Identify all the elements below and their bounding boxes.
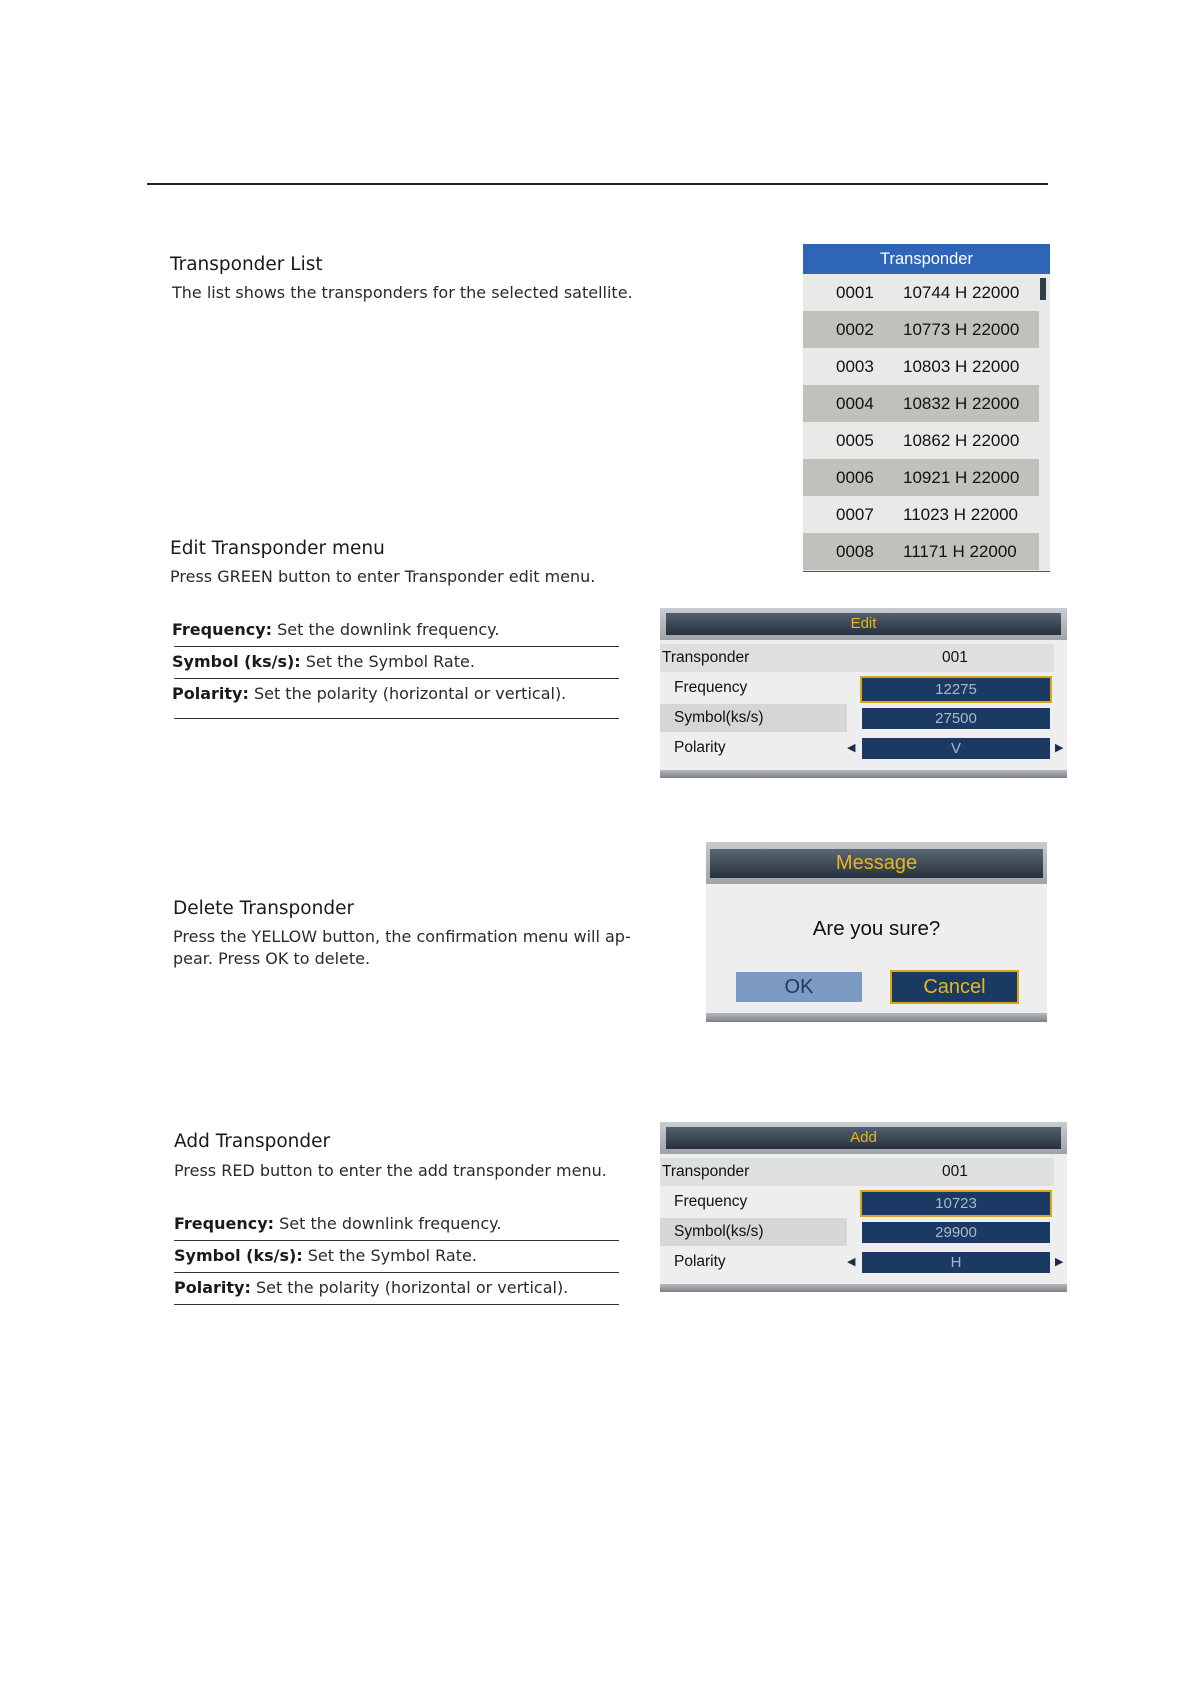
list-item[interactable] xyxy=(803,422,1050,459)
definition-term: Frequency: xyxy=(172,620,273,639)
list-item[interactable] xyxy=(803,274,1050,311)
polarity-label: Polarity xyxy=(674,739,726,756)
frequency-row[interactable] xyxy=(660,674,1067,702)
list-item[interactable] xyxy=(803,496,1050,533)
divider xyxy=(174,678,619,679)
row-value: 10832 H 22000 xyxy=(903,394,1020,413)
definition-term: Polarity: xyxy=(172,684,249,703)
transponder-list-header: Transponder xyxy=(803,244,1050,274)
list-bottom-border xyxy=(803,571,1050,572)
top-rule xyxy=(147,183,1048,185)
row-value: 10803 H 22000 xyxy=(903,357,1020,376)
transponder-row xyxy=(660,1158,1054,1186)
ok-button[interactable]: OK xyxy=(736,972,862,1002)
edit-panel-footer xyxy=(660,770,1067,778)
polarity-select[interactable]: V xyxy=(862,738,1050,759)
cancel-button[interactable]: Cancel xyxy=(890,970,1019,1004)
section-text-edit-transponder: Press GREEN button to enter Transponder edit menu. xyxy=(170,567,596,586)
polarity-select[interactable]: H xyxy=(862,1252,1050,1273)
divider xyxy=(174,1304,619,1305)
arrow-right-icon[interactable]: ▶ xyxy=(1055,1256,1064,1268)
arrow-right-icon[interactable]: ▶ xyxy=(1055,742,1064,754)
list-item[interactable] xyxy=(803,459,1039,496)
definition-frequency xyxy=(174,1214,501,1233)
row-value: 10921 H 22000 xyxy=(903,468,1020,487)
frequency-input[interactable]: 10723 xyxy=(860,1190,1052,1217)
row-value: 10862 H 22000 xyxy=(903,431,1020,450)
row-number: 0001 xyxy=(836,283,874,302)
message-dialog xyxy=(706,842,1047,1022)
row-number: 0003 xyxy=(836,357,874,376)
transponder-label: Transponder xyxy=(662,649,750,666)
definition-polarity xyxy=(174,1278,568,1297)
polarity-row[interactable] xyxy=(660,1248,1067,1276)
definition-desc: Set the polarity (horizontal or vertical). xyxy=(250,1278,569,1297)
row-value: 11023 H 22000 xyxy=(903,505,1019,524)
transponder-value: 001 xyxy=(942,649,968,666)
arrow-left-icon[interactable]: ◀ xyxy=(847,1256,856,1268)
list-item[interactable] xyxy=(803,348,1050,385)
section-title-delete-transponder: Delete Transponder xyxy=(173,898,355,919)
edit-panel xyxy=(660,608,1067,778)
definition-frequency xyxy=(172,620,499,639)
definition-symbol xyxy=(174,1246,477,1265)
definition-polarity xyxy=(172,684,566,703)
divider xyxy=(174,718,619,719)
list-item[interactable] xyxy=(803,311,1039,348)
definition-desc: Set the polarity (horizontal or vertical). xyxy=(248,684,567,703)
list-item[interactable] xyxy=(803,533,1039,570)
definition-desc: Set the downlink frequency. xyxy=(274,1214,502,1233)
symbol-label: Symbol(ks/s) xyxy=(674,709,764,726)
message-footer xyxy=(706,1013,1047,1022)
frequency-label: Frequency xyxy=(674,679,748,696)
polarity-row[interactable] xyxy=(660,734,1067,762)
add-panel-footer xyxy=(660,1284,1067,1292)
message-question: Are you sure? xyxy=(812,917,941,940)
section-title-add-transponder: Add Transponder xyxy=(174,1131,331,1152)
section-title-edit-transponder: Edit Transponder menu xyxy=(170,538,385,559)
add-panel-header xyxy=(660,1122,1067,1154)
definition-desc: Set the downlink frequency. xyxy=(272,620,500,639)
section-text-add-transponder: Press RED button to enter the add transponder menu. xyxy=(174,1161,607,1180)
frequency-label: Frequency xyxy=(674,1193,748,1210)
message-header xyxy=(706,842,1047,884)
edit-panel-header xyxy=(660,608,1067,640)
section-text-delete-line2: pear. Press OK to delete. xyxy=(173,949,371,968)
row-value: 11171 H 22000 xyxy=(903,542,1017,561)
row-value: 10744 H 22000 xyxy=(903,283,1020,302)
symbol-row[interactable] xyxy=(660,1218,847,1246)
definition-term: Symbol (ks/s): xyxy=(172,652,301,671)
row-number: 0004 xyxy=(836,394,874,413)
add-panel-title: Add xyxy=(666,1127,1061,1149)
transponder-value: 001 xyxy=(942,1163,968,1180)
symbol-input[interactable]: 29900 xyxy=(862,1222,1050,1243)
definition-term: Symbol (ks/s): xyxy=(174,1246,303,1265)
divider xyxy=(174,646,619,647)
definition-term: Polarity: xyxy=(174,1278,251,1297)
symbol-input[interactable]: 27500 xyxy=(862,708,1050,729)
list-item[interactable] xyxy=(803,385,1039,422)
polarity-label: Polarity xyxy=(674,1253,726,1270)
row-number: 0006 xyxy=(836,468,874,487)
frequency-row[interactable] xyxy=(660,1188,1067,1216)
arrow-left-icon[interactable]: ◀ xyxy=(847,742,856,754)
transponder-list-panel xyxy=(803,244,1050,572)
frequency-input[interactable]: 12275 xyxy=(860,676,1052,703)
divider xyxy=(174,1240,619,1241)
message-title: Message xyxy=(710,849,1043,878)
transponder-row xyxy=(660,644,1054,672)
symbol-row[interactable] xyxy=(660,704,847,732)
add-panel xyxy=(660,1122,1067,1292)
row-number: 0007 xyxy=(836,505,874,524)
transponder-label: Transponder xyxy=(662,1163,750,1180)
definition-term: Frequency: xyxy=(174,1214,275,1233)
row-number: 0002 xyxy=(836,320,874,339)
edit-panel-title: Edit xyxy=(666,613,1061,635)
section-text-delete-line1: Press the YELLOW button, the confirmation menu will ap- xyxy=(173,927,631,946)
row-number: 0008 xyxy=(836,542,874,561)
section-title-transponder-list: Transponder List xyxy=(170,254,323,275)
symbol-label: Symbol(ks/s) xyxy=(674,1223,764,1240)
row-number: 0005 xyxy=(836,431,874,450)
divider xyxy=(174,1272,619,1273)
definition-symbol xyxy=(172,652,475,671)
definition-desc: Set the Symbol Rate. xyxy=(302,1246,477,1265)
section-text-transponder-list: The list shows the transponders for the selected satellite. xyxy=(172,283,633,302)
row-value: 10773 H 22000 xyxy=(903,320,1020,339)
definition-desc: Set the Symbol Rate. xyxy=(300,652,475,671)
